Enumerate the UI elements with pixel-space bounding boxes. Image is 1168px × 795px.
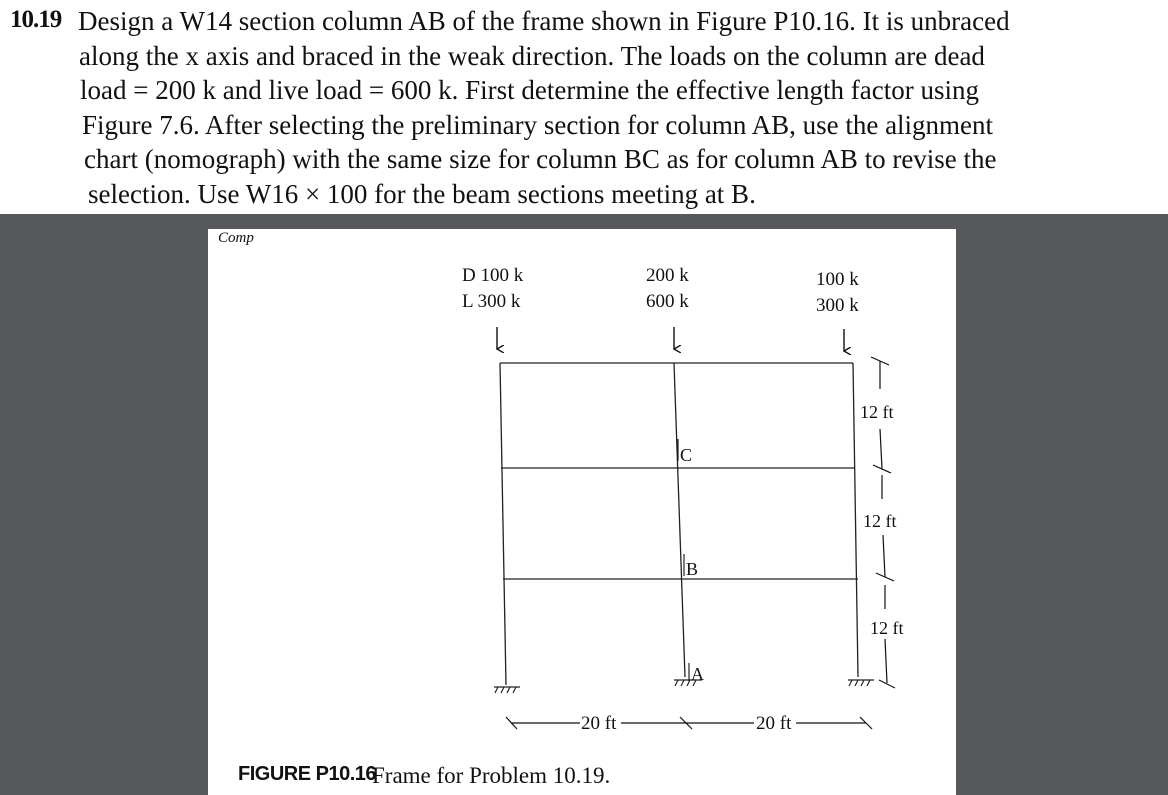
fixed-supports <box>494 680 874 693</box>
problem-statement <box>0 0 1168 214</box>
figure-page <box>208 229 956 795</box>
problem-text <box>78 4 1138 211</box>
corner-fragment: Comp <box>218 230 254 246</box>
bay-width-right: 20 ft <box>756 713 792 734</box>
frame-figure <box>208 229 956 795</box>
column-middle <box>674 363 685 677</box>
problem-line: along the x axis and braced in the weak direction. The loads on the column are dead <box>79 40 985 71</box>
column-right <box>853 363 858 677</box>
load-middle-dead: 200 k <box>646 265 689 286</box>
load-right-live: 300 k <box>816 295 859 316</box>
joint-label-c: C <box>680 445 693 465</box>
load-middle-live: 600 k <box>646 291 689 312</box>
story-height-top: 12 ft <box>860 402 894 422</box>
load-right-dead: 100 k <box>816 269 859 290</box>
bay-dimension-lines <box>506 717 872 729</box>
figure-caption-text: Frame for Problem 10.19. <box>372 763 611 788</box>
frame-members <box>500 363 858 685</box>
problem-number: 10.19 <box>10 6 62 33</box>
bay-width-left: 20 ft <box>581 713 617 734</box>
figure-caption-label: FIGURE P10.16 <box>238 763 377 785</box>
load-left-dead: D 100 k <box>462 265 524 286</box>
load-left-live: L 300 k <box>462 291 521 312</box>
column-left <box>500 363 506 685</box>
joint-label-a: A <box>691 664 704 684</box>
problem-line: load = 200 k and live load = 600 k. First determine the effective length factor using <box>80 75 979 105</box>
joint-label-b: B <box>686 559 699 579</box>
problem-line: chart (nomograph) with the same size for column BC as for column AB to revise the <box>84 144 997 174</box>
problem-line: Figure 7.6. After selecting the preliminary section for column AB, use the alignment <box>82 109 994 140</box>
problem-line: Design a W14 section column AB of the frame shown in Figure P10.16. It is unbraced <box>78 6 1010 36</box>
problem-line: selection. Use W16 × 100 for the beam sections meeting at B. <box>88 178 756 209</box>
story-height-middle: 12 ft <box>863 511 897 531</box>
story-height-bottom: 12 ft <box>870 618 904 638</box>
